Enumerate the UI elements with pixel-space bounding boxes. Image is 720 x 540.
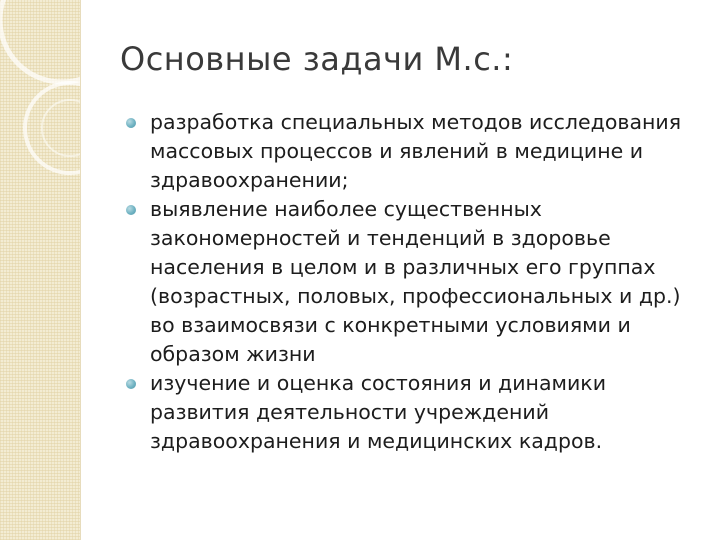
decorative-circle-large	[0, 0, 80, 82]
bullet-text: изучение и оценка состояния и динамики развития деятельности учреждений здравоохранения и медицинских кадров.	[150, 371, 607, 453]
decorative-circles	[0, 0, 80, 540]
bullet-item	[126, 369, 700, 456]
bullet-icon	[126, 379, 136, 389]
bullet-text: выявление наиболее существенных закономерностей и тенденций в здоровье населения в целом и в различных его группах (возрастных, половых, профессиональных и др.) во взаимосвязи с конкретными условиями и образом жизни	[150, 197, 681, 366]
bullet-list	[126, 108, 700, 456]
band-edge-divider	[80, 0, 81, 540]
bullet-text: разработка специальных методов исследования массовых процессов и явлений в медицине и здравоохранении;	[150, 110, 682, 192]
bullet-icon	[126, 118, 136, 128]
bullet-icon	[126, 205, 136, 215]
bullet-item	[126, 195, 700, 369]
decorative-circle-small	[25, 83, 80, 173]
bullet-item	[126, 108, 700, 195]
slide-title: Основные задачи М.с.:	[120, 40, 514, 78]
decorative-circle-inner	[42, 100, 80, 156]
decorative-side-band	[0, 0, 80, 540]
